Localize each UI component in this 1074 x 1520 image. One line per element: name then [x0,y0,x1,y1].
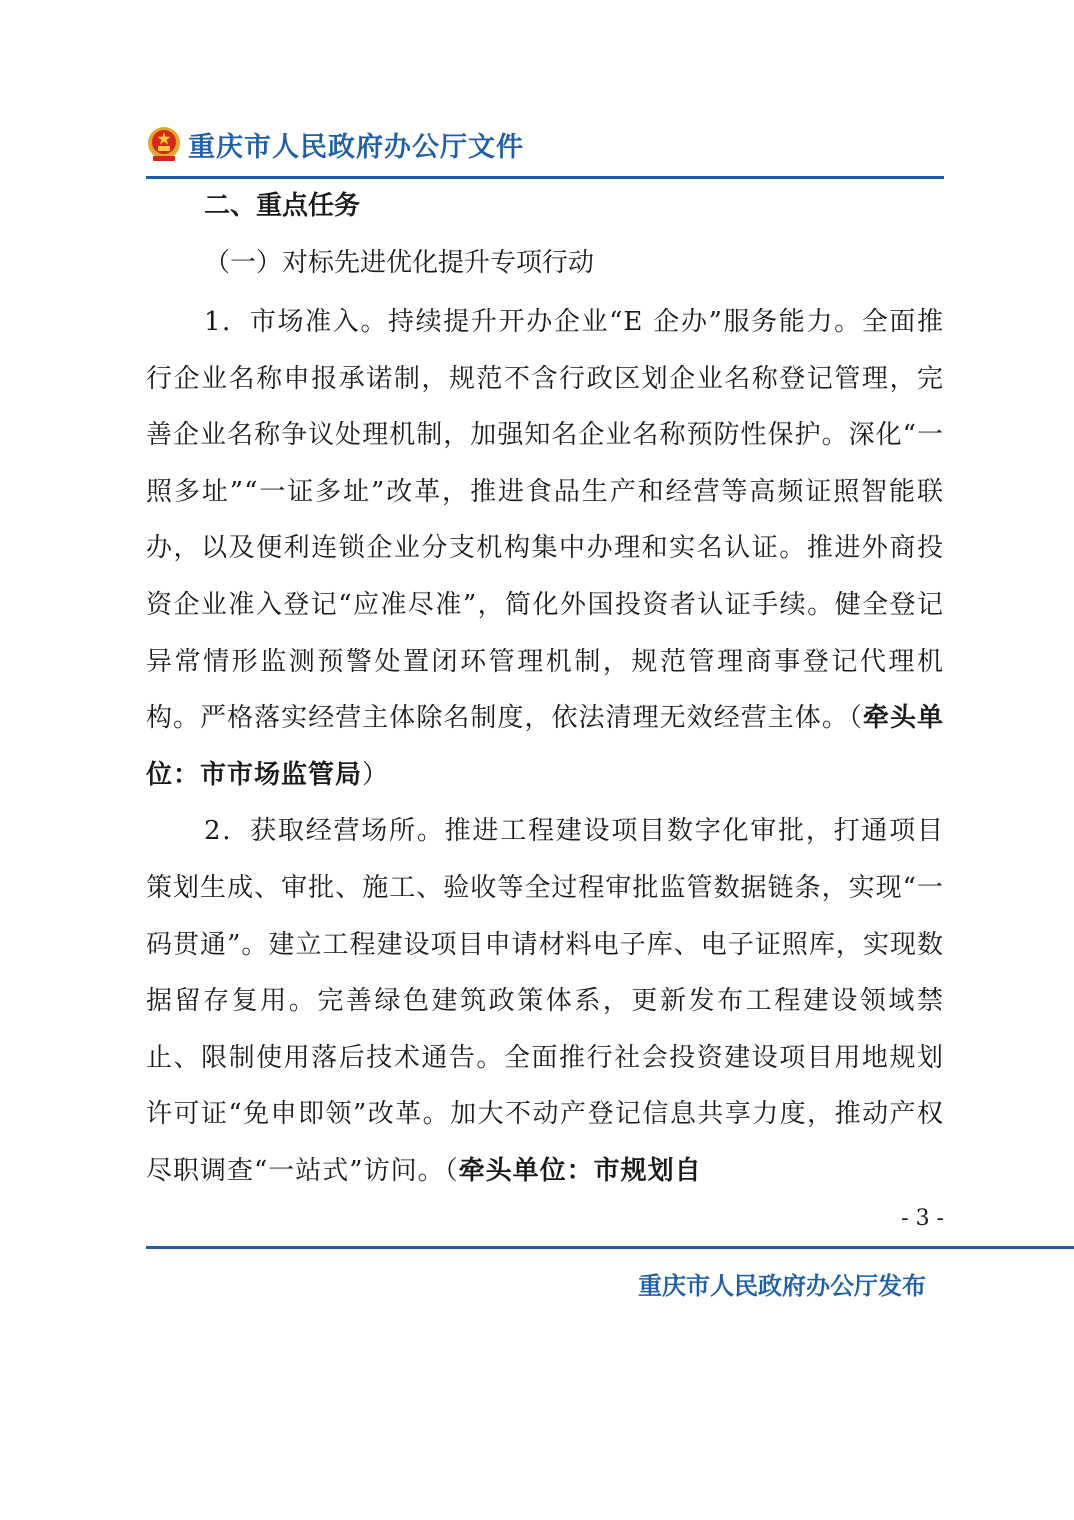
header-title: 重庆市人民政府办公厅文件 [188,131,524,163]
footer-divider [146,1246,1074,1249]
page-number: - 3 - [901,1206,944,1231]
national-emblem-icon [146,125,182,163]
section-title: 二、重点任务 [204,191,361,221]
subsection-title: （一）对标先进优化提升专项行动 [204,248,595,278]
header-divider [146,176,944,179]
paragraph-tail: ） [362,759,390,790]
paragraph-premises [146,803,944,1199]
lead-unit: 牵头单位：市规划自 [458,1155,702,1186]
paragraph-text: 2．获取经营场所。推进工程建设项目数字化审批，打通项目策划生成、审批、施工、验收等全过程审批监管数据链条，实现“一码贯通”。建立工程建设项目申请材料电子库、电子证照库，实现数据留存复用。完善绿色建筑政策体系，更新发布工程建设领域禁止、限制使用落后技术通告。全面推行社会投资建设项目用地规划许可证“免申即领”改革。加大不动产登记信息共享力度，推动产权尽职调查“一站式”访问。（ [146,816,944,1186]
paragraph-market-access [146,294,944,803]
lead-unit: 牵头单位：市市场监管局 [146,703,944,790]
footer-publisher: 重庆市人民政府办公厅发布 [638,1272,926,1300]
document-header [146,122,946,166]
paragraph-text: 1．市场准入。持续提升开办企业“E 企办”服务能力。全面推行企业名称申报承诺制，规范不含行政区划企业名称登记管理，完善企业名称争议处理机制，加强知名企业名称预防性保护。深化“一照多址”“一证多址”改革，推进食品生产和经营等高频证照智能联办，以及便利连锁企业分支机构集中办理和实名认证。推进外商投资企业准入登记“应准尽准”，简化外国投资者认证手续。健全登记异常情形监测预警处置闭环管理机制，规范管理商事登记代理机构。严格落实经营主体除名制度，依法清理无效经营主体。（ [146,307,944,734]
document-body [146,180,944,1200]
